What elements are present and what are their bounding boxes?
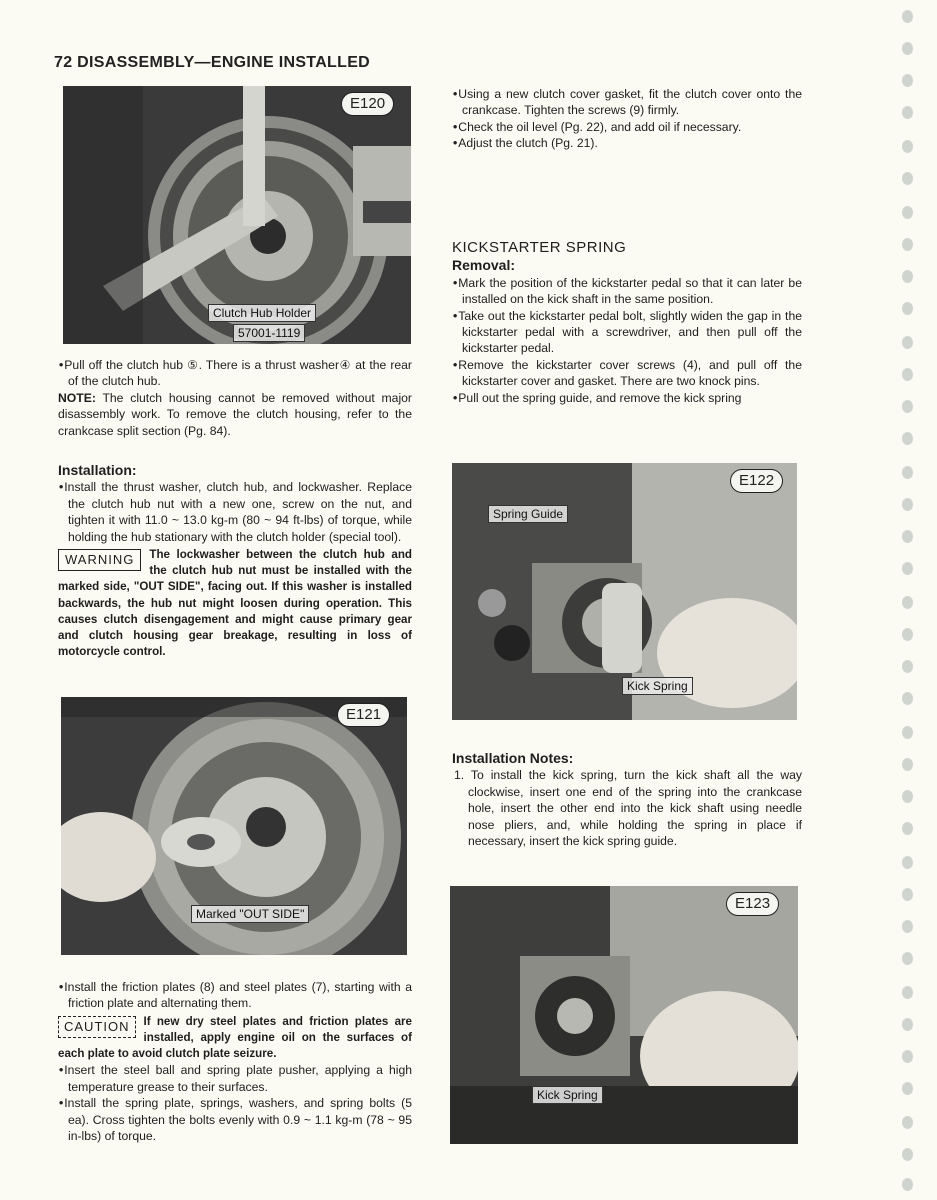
install-plates-step: • Install the friction plates (8) and steel plates (7), starting with a friction plate and alternating them. xyxy=(58,979,412,1012)
callout-spring-guide: Spring Guide xyxy=(488,505,568,523)
binder-hole xyxy=(902,1178,913,1191)
binder-hole xyxy=(902,10,913,23)
binder-hole xyxy=(902,270,913,283)
binder-hole xyxy=(902,660,913,673)
left-column-lower xyxy=(58,979,412,1144)
figure-e121-photo xyxy=(61,697,407,955)
figure-e120-photo xyxy=(63,86,411,344)
removal-step-2: • Take out the kickstarter pedal bolt, slightly widen the gap in the kickstarter pedal with a screwdriver, and then pull off the kickstarter pedal. xyxy=(452,308,802,357)
binder-hole xyxy=(902,336,913,349)
binder-hole xyxy=(902,1148,913,1161)
binder-holes xyxy=(898,0,928,1200)
removal-step-4: • Pull out the spring guide, and remove the kick spring xyxy=(452,390,802,406)
binder-hole xyxy=(902,790,913,803)
binder-hole xyxy=(902,466,913,479)
warning-block xyxy=(58,547,412,660)
note-text: The clutch housing cannot be removed without major disassembly work. To remove the clutch housing, refer to the crankcase split section (Pg. 84). xyxy=(58,390,412,438)
figure-e122-photo xyxy=(452,463,797,720)
binder-hole xyxy=(902,498,913,511)
gasket-step: • Using a new clutch cover gasket, fit the clutch cover onto the crankcase. Tighten the screws (9) firmly. xyxy=(452,86,802,119)
binder-hole xyxy=(902,692,913,705)
callout-marked-out-side: Marked "OUT SIDE" xyxy=(191,905,309,923)
callout-kick-spring: Kick Spring xyxy=(622,677,693,695)
binder-hole xyxy=(902,302,913,315)
binder-hole xyxy=(902,1018,913,1031)
warning-text: The lockwasher between the clutch hub and the clutch hub nut must be installed with the marked side, "OUT SIDE", facing out. If this washer is installed backwards, the hub nut might loosen during operation. This causes clutch disengagement and might cause primary gear and clutch housing gear breakage, resulting in loss of motorcycle control. xyxy=(58,548,412,659)
binder-hole xyxy=(902,368,913,381)
binder-hole xyxy=(902,1050,913,1063)
left-column-installation xyxy=(58,462,412,660)
removal-heading: Removal: xyxy=(452,257,516,274)
binder-hole xyxy=(902,140,913,153)
binder-hole xyxy=(902,758,913,771)
caution-label: CAUTION xyxy=(58,1016,136,1038)
note-paragraph xyxy=(58,390,412,439)
caution-block xyxy=(58,1014,412,1063)
right-column-installation-notes xyxy=(452,750,802,849)
removal-step-1: • Mark the position of the kickstarter pedal so that it can later be installed on the kick shaft in the same position. xyxy=(452,275,802,308)
binder-hole xyxy=(902,726,913,739)
binder-hole xyxy=(902,1116,913,1129)
installation-note-1: 1. To install the kick spring, turn the kick shaft all the way clockwise, insert one end of the spring into the crankcase hole, insert the other end into the kick shaft using needle nose pliers, and, while holding the spring in place if necessary, insert the kick spring guide. xyxy=(454,768,802,849)
adjust-step: • Adjust the clutch (Pg. 21). xyxy=(452,135,802,151)
figure-label-e123: E123 xyxy=(726,892,779,916)
binder-hole xyxy=(902,238,913,251)
binder-hole xyxy=(902,206,913,219)
left-column-upper xyxy=(58,357,412,439)
binder-hole xyxy=(902,986,913,999)
binder-hole xyxy=(902,920,913,933)
oil-step: • Check the oil level (Pg. 22), and add oil if necessary. xyxy=(452,119,802,135)
binder-hole xyxy=(902,432,913,445)
binder-hole xyxy=(902,562,913,575)
binder-hole xyxy=(902,856,913,869)
caution-text: If new dry steel plates and friction plates are installed, apply engine oil on the surfaces of each plate to avoid clutch plate seizure. xyxy=(58,1014,412,1061)
binder-hole xyxy=(902,106,913,119)
figure-label-e122: E122 xyxy=(730,469,783,493)
install-ball-step: • Insert the steel ball and spring plate pusher, applying a high temperature grease to their surfaces. xyxy=(58,1062,412,1095)
binder-hole xyxy=(902,596,913,609)
removal-step-3: • Remove the kickstarter cover screws (4), and pull off the kickstarter cover and gasket. There are two knock pins. xyxy=(452,357,802,390)
installation-notes-heading: Installation Notes: xyxy=(452,750,574,766)
binder-hole xyxy=(902,400,913,413)
binder-hole xyxy=(902,42,913,55)
figure-label-e120: E120 xyxy=(341,92,394,116)
callout-clutch-hub-holder: Clutch Hub Holder xyxy=(208,304,316,322)
install-step-1: • Install the thrust washer, clutch hub, and lockwasher. Replace the clutch hub nut with a new one, screw on the nut, and tighten it with 11.0 ~ 13.0 kg-m (80 ~ 94 ft-lbs) of torque, while holding the hub stationary with the clutch holder (special tool). xyxy=(58,479,412,545)
right-column-upper xyxy=(452,86,802,152)
right-column-kickstarter xyxy=(452,240,802,406)
callout-kick-spring-installed: Kick Spring xyxy=(532,1086,603,1104)
kickstarter-heading: KICKSTARTER SPRING xyxy=(452,239,627,256)
binder-hole xyxy=(902,74,913,87)
binder-hole xyxy=(902,172,913,185)
figure-e123-photo xyxy=(450,886,798,1144)
binder-hole xyxy=(902,888,913,901)
binder-hole xyxy=(902,1082,913,1095)
warning-label: WARNING xyxy=(58,549,141,571)
kick-spring-installed-illustration xyxy=(450,886,798,1144)
install-spring-step: • Install the spring plate, springs, washers, and spring bolts (5 ea). Cross tighten the bolts evenly with 0.9 ~ 1.1 kg-m (78 ~ 95 in-lbs) of torque. xyxy=(58,1095,412,1144)
binder-hole xyxy=(902,628,913,641)
binder-hole xyxy=(902,530,913,543)
pull-hub-step: • Pull off the clutch hub ⑤. There is a thrust washer④ at the rear of the clutch hub. xyxy=(58,357,412,390)
installation-heading: Installation: xyxy=(58,462,137,478)
binder-hole xyxy=(902,822,913,835)
callout-tool-number: 57001-1119 xyxy=(233,324,305,342)
binder-hole xyxy=(902,952,913,965)
page-header: 72 DISASSEMBLY—ENGINE INSTALLED xyxy=(54,54,371,71)
figure-label-e121: E121 xyxy=(337,703,390,727)
note-label: NOTE: xyxy=(58,390,96,405)
